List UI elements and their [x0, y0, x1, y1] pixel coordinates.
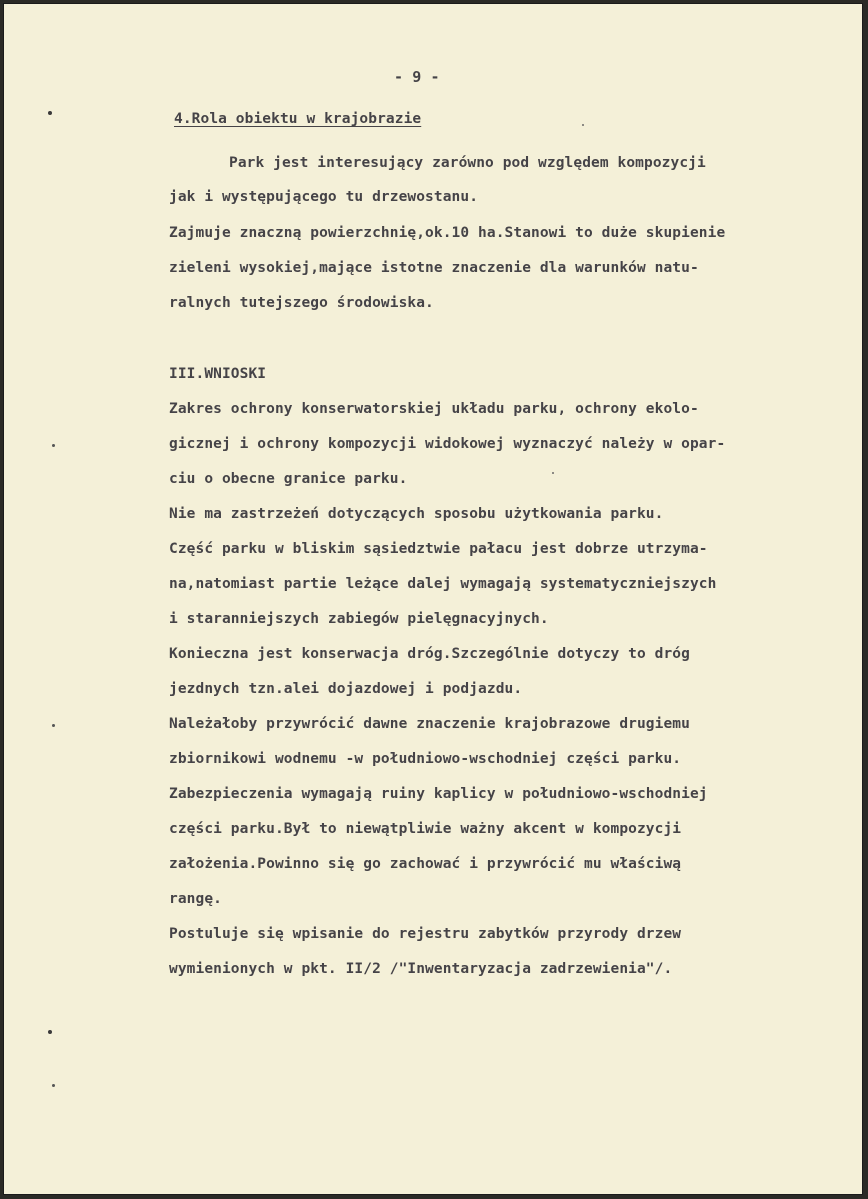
text-line: gicznej i ochrony kompozycji widokowej wyznaczyć należy w opar- — [169, 436, 726, 452]
text-line: rangę. — [169, 891, 222, 907]
conclusions-heading: III.WNIOSKI — [169, 366, 267, 382]
text-line: jak i występującego tu drzewostanu. — [169, 189, 479, 205]
section-heading: 4.Rola obiektu w krajobrazie — [174, 111, 422, 127]
text-line: Konieczna jest konserwacja dróg.Szczególnie dotyczy to dróg — [169, 646, 690, 662]
text-line: założenia.Powinno się go zachować i przywrócić mu właściwą — [169, 856, 682, 872]
punch-hole-mark — [52, 724, 55, 727]
text-line: Zajmuje znaczną powierzchnię,ok.10 ha.Stanowi to duże skupienie — [169, 225, 726, 241]
punch-hole-mark — [48, 1030, 52, 1034]
text-line: Zabezpieczenia wymagają ruiny kaplicy w południowo-wschodniej — [169, 786, 708, 802]
page-number: - 9 - — [394, 68, 440, 86]
text-line: Park jest interesujący zarówno pod względem kompozycji — [229, 155, 706, 171]
text-line: ciu o obecne granice parku. — [169, 471, 408, 487]
text-line: części parku.Był to niewątpliwie ważny akcent w kompozycji — [169, 821, 682, 837]
text-line: Zakres ochrony konserwatorskiej układu parku, ochrony ekolo- — [169, 401, 699, 417]
text-line: jezdnych tzn.alei dojazdowej i podjazdu. — [169, 681, 523, 697]
punch-hole-mark — [52, 1084, 55, 1087]
text-line: Nie ma zastrzeżeń dotyczących sposobu użytkowania parku. — [169, 506, 664, 522]
paper-speck — [552, 472, 554, 474]
text-line: Część parku w bliskim sąsiedztwie pałacu jest dobrze utrzyma- — [169, 541, 708, 557]
text-line: na,natomiast partie leżące dalej wymagają systematyczniejszych — [169, 576, 717, 592]
text-line: wymienionych w pkt. II/2 /"Inwentaryzacja zadrzewienia"/. — [169, 961, 673, 977]
typewritten-page — [3, 3, 863, 1195]
text-line: ralnych tutejszego środowiska. — [169, 295, 434, 311]
text-line: zbiornikowi wodnemu -w południowo-wschodniej części parku. — [169, 751, 682, 767]
text-line: i staranniejszych zabiegów pielęgnacyjnych. — [169, 611, 549, 627]
text-line: Należałoby przywrócić dawne znaczenie krajobrazowe drugiemu — [169, 716, 690, 732]
punch-hole-mark — [52, 444, 55, 447]
punch-hole-mark — [48, 111, 52, 115]
text-line: Postuluje się wpisanie do rejestru zabytków przyrody drzew — [169, 926, 682, 942]
text-line: zieleni wysokiej,mające istotne znaczenie dla warunków natu- — [169, 260, 699, 276]
paper-speck — [582, 124, 584, 126]
